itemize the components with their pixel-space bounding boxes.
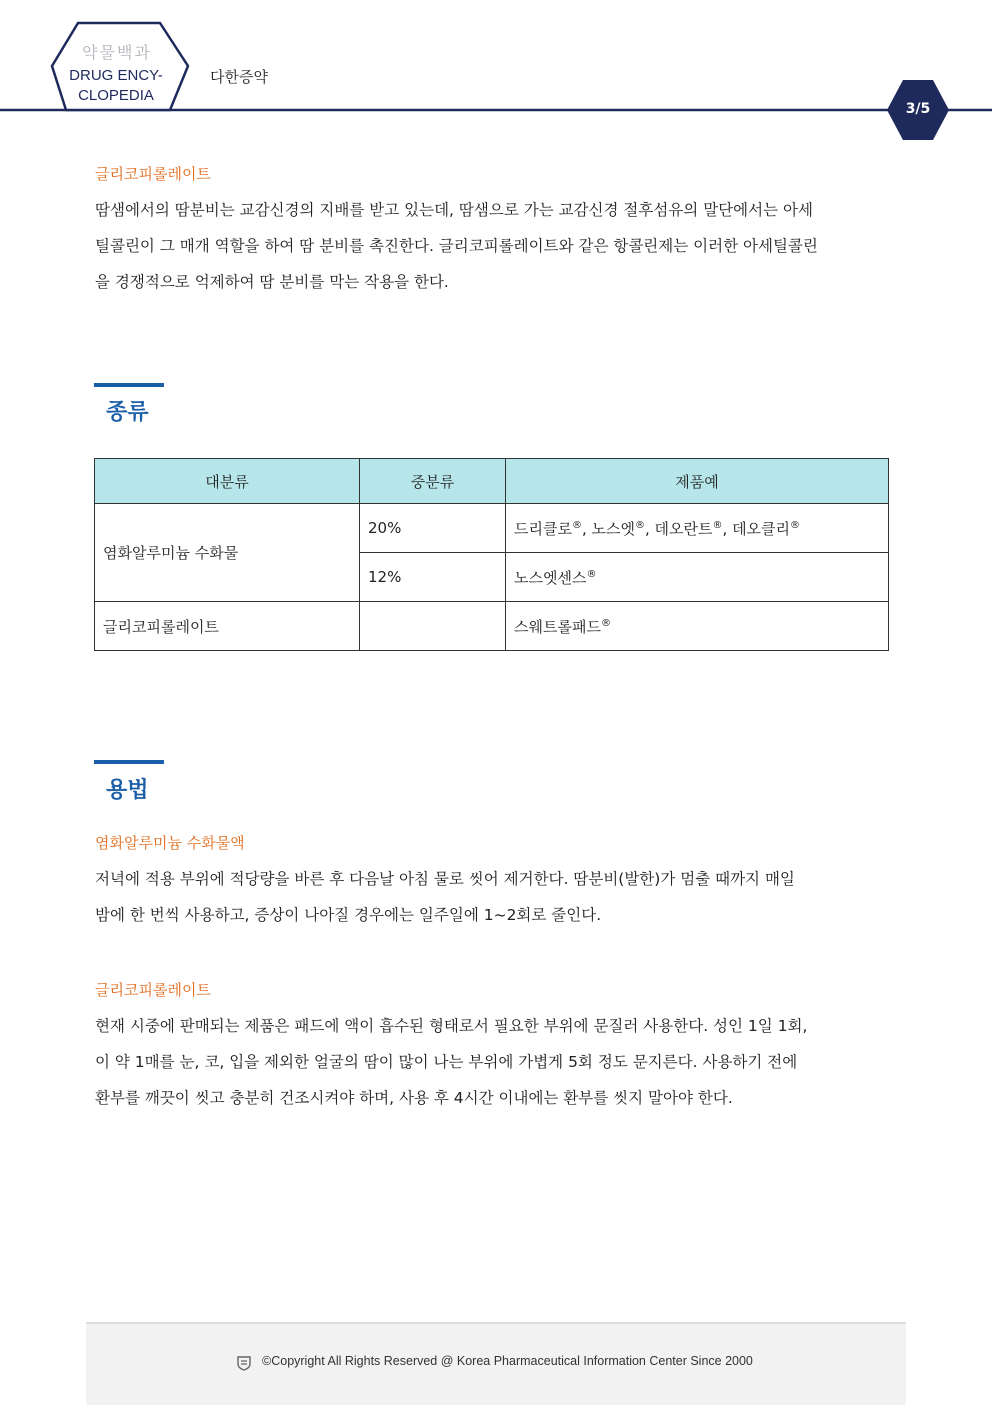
registered-mark: ®	[586, 568, 597, 580]
intro-paragraph	[95, 192, 898, 300]
cell-products	[506, 602, 889, 651]
footer-copyright: ©Copyright All Rights Reserved @ Korea Pharmaceutical Information Center Since 2000	[262, 1354, 753, 1368]
section-title-usage: 용법	[106, 778, 149, 803]
product-name: 드리클로	[514, 519, 572, 538]
intro-line: 을 경쟁적으로 억제하여 땀 분비를 막는 작용을 한다.	[95, 273, 449, 291]
kinds-table	[94, 458, 889, 651]
cell-minor	[360, 602, 506, 651]
registered-mark: ®	[712, 519, 723, 531]
registered-mark: ®	[571, 519, 582, 531]
product-name: 노스엣센스	[514, 568, 587, 587]
usage-paragraph	[95, 861, 898, 933]
product-name: 데오란트	[654, 519, 713, 538]
cell-products	[506, 553, 889, 602]
intro-subheading: 글리코피롤레이트	[95, 165, 211, 183]
usage-paragraph	[95, 1008, 898, 1116]
section-title-kinds: 종류	[106, 400, 149, 425]
usage-subheading: 염화알루미늄 수화물액	[95, 834, 245, 852]
header-minor: 중분류	[360, 459, 506, 504]
cell-minor: 20%	[360, 504, 506, 553]
document-title: 다한증약	[210, 68, 268, 86]
header-major: 대분류	[95, 459, 360, 504]
product-name: 데오클리	[732, 519, 791, 538]
table-row	[95, 602, 889, 651]
header-products: 제품예	[506, 459, 889, 504]
cell-major: 글리코피롤레이트	[95, 602, 360, 651]
intro-line: 땀샘에서의 땀분비는 교감신경의 지배를 받고 있는데, 땀샘으로 가는 교감신경 절후섬유의 말단에서는 아세	[95, 201, 813, 219]
product-name: 스웨트롤패드	[514, 617, 601, 636]
usage-subheading: 글리코피롤레이트	[95, 981, 211, 999]
table-row	[95, 504, 889, 553]
registered-mark: ®	[635, 519, 645, 531]
kpic-emblem-icon	[236, 1355, 252, 1371]
section-bar-usage	[94, 760, 164, 764]
usage-line: 밤에 한 번씩 사용하고, 증상이 나아질 경우에는 일주일에 1~2회로 줄인다.	[95, 906, 602, 924]
logo-korean-text: 약물백과	[82, 45, 152, 62]
logo-english-line1: DRUG ENCY-	[69, 67, 163, 84]
usage-line: 현재 시중에 판매되는 제품은 패드에 액이 흡수된 형태로서 필요한 부위에 문질러 사용한다. 성인 1일 1회,	[95, 1017, 808, 1035]
page-indicator: 3/5	[905, 101, 931, 117]
usage-line: 저녁에 적용 부위에 적당량을 바른 후 다음날 아침 물로 씻어 제거한다. 땀분비(발한)가 멈출 때까지 매일	[95, 870, 795, 888]
cell-products: 드리클로®, 노스엣®, 데오란트®, 데오클리®	[506, 504, 889, 553]
usage-line: 환부를 깨끗이 씻고 충분히 건조시켜야 하며, 사용 후 4시간 이내에는 환부를 씻지 말아야 한다.	[95, 1089, 733, 1107]
product-name: 노스엣	[591, 519, 635, 538]
intro-line: 틸콜린이 그 매개 역할을 하여 땀 분비를 촉진한다. 글리코피롤레이트와 같은 항콜린제는 이러한 아세틸콜린	[95, 237, 818, 255]
cell-minor: 12%	[360, 553, 506, 602]
registered-mark: ®	[600, 617, 611, 629]
table-header-row	[95, 459, 889, 504]
section-bar-kinds	[94, 383, 164, 387]
logo-english-line2: CLOPEDIA	[78, 87, 154, 104]
usage-line: 이 약 1매를 눈, 코, 입을 제외한 얼굴의 땀이 많이 나는 부위에 가볍게 5회 정도 문지른다. 사용하기 전에	[95, 1053, 798, 1071]
cell-major: 염화알루미늄 수화물	[95, 504, 360, 602]
registered-mark: ®	[790, 519, 801, 531]
